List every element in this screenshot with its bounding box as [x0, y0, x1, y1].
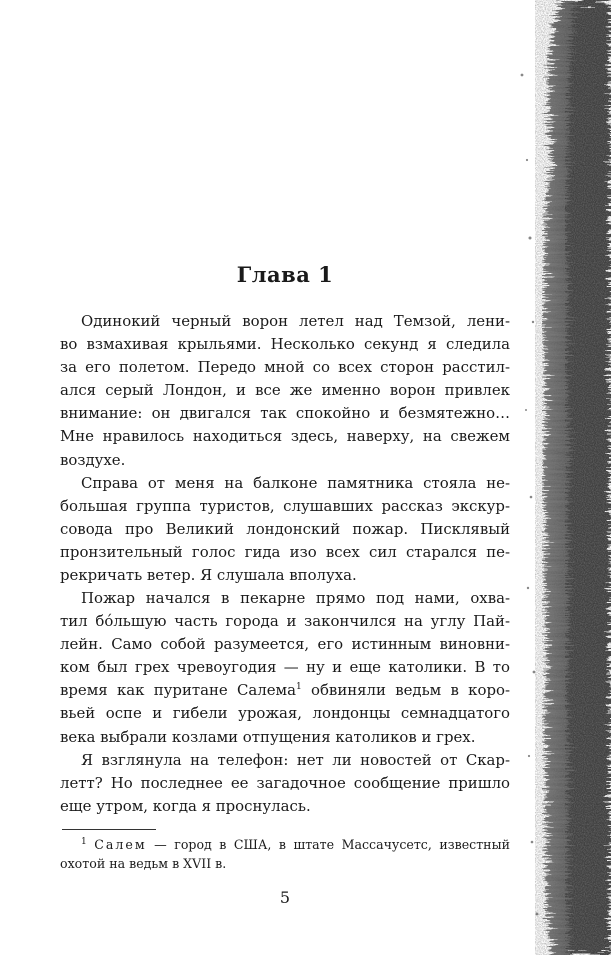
text-line: во взмахивая крыльями. Несколько секунд я следила — [60, 335, 510, 354]
text-segment: обвиняли ведьм в коро- — [301, 681, 510, 700]
text-segment: время как пуритане Салема — [60, 681, 296, 700]
text-line: ком был грех чревоугодия — ну и еще католики. В то — [60, 658, 510, 677]
footnote-line: охотой на ведьм в XVII в. — [60, 856, 227, 871]
text-line: еще утром, когда я проснулась. — [60, 797, 311, 816]
paragraph-4 — [60, 749, 510, 818]
footnote-text: — город в США, в штате Массачусетс, известный — [146, 837, 510, 852]
text-line: большая группа туристов, слушавших рассказ экскур- — [60, 497, 510, 516]
page-number: 5 — [279, 888, 291, 907]
text-line: Одинокий черный ворон летел над Темзой, лени- — [81, 312, 510, 330]
footnote-number: 1 — [81, 836, 87, 847]
paragraph-3 — [60, 587, 510, 749]
text-line: века выбрали козлами отпущения католиков и грех. — [60, 727, 476, 746]
text-line: лейн. Само собой разумеется, его истинным виновни- — [60, 635, 510, 654]
text-line: пронзительный голос гида изо всех сил старался пе- — [60, 543, 510, 562]
text-line: совода про Великий лондонский пожар. Писклявый — [60, 520, 510, 539]
text-line: Пожар начался в пекарне прямо под нами, охва- — [81, 589, 510, 607]
text-line: вьей оспе и гибели урожая, лондонцы семнадцатого — [60, 704, 510, 723]
paragraph-1 — [60, 310, 510, 472]
paragraph-2 — [60, 472, 510, 587]
text-line: летт? Но последнее ее загадочное сообщение пришло — [60, 774, 510, 793]
text-line: Я взглянула на телефон: нет ли новостей от Скар- — [81, 751, 510, 769]
text-line: воздухе. — [60, 450, 126, 469]
text-line: рекричать ветер. Я слушала вполуха. — [60, 566, 357, 585]
footnote-reference: 1 — [296, 682, 302, 693]
text-line: Справа от меня на балконе памятника стояла не- — [81, 474, 510, 492]
footnote — [60, 835, 510, 873]
footnote-divider — [62, 829, 156, 830]
chapter-title: Глава 1 — [236, 262, 334, 287]
text-line-with-footnote — [60, 679, 510, 702]
text-line: ался серый Лондон, и все же именно ворон привлек — [60, 381, 510, 400]
text-line: за его полетом. Передо мной со всех сторон расстил- — [60, 358, 510, 377]
footnote-term: Салем — [94, 837, 147, 852]
text-line: Мне нравилось находиться здесь, наверху, на свежем — [60, 427, 510, 446]
text-line: внимание: он двигался так спокойно и безмятежно… — [60, 404, 510, 423]
text-line: тил бóльшую часть города и закончился на углу Пай- — [60, 612, 510, 631]
footnote-line — [60, 835, 510, 854]
